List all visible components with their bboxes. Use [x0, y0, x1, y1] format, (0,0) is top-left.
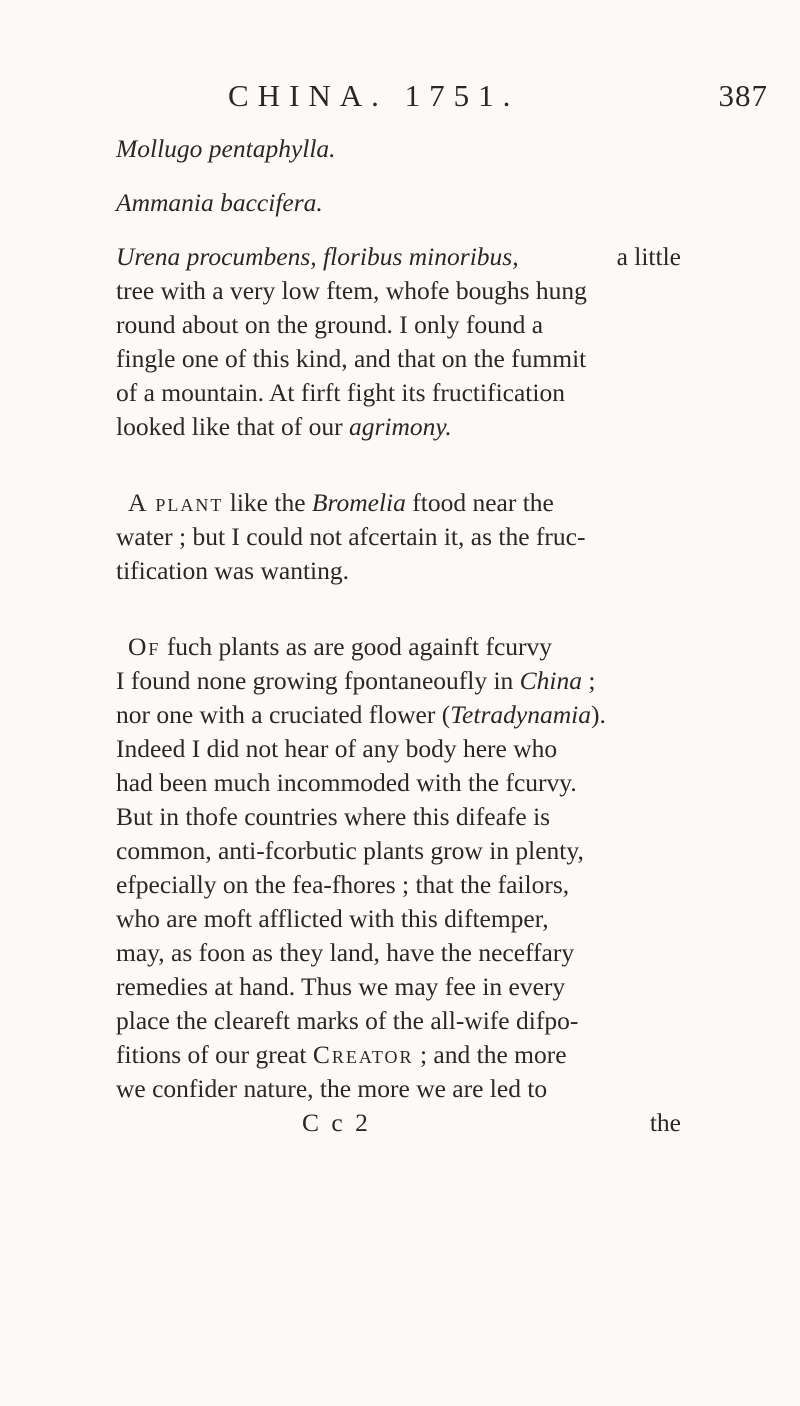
- text-line: Indeed I did not hear of any body here who: [116, 734, 558, 763]
- page-footer: [116, 1106, 681, 1140]
- text-line: tree with a very low ftem, whofe boughs hung: [116, 276, 587, 305]
- text-fragment: ;: [588, 666, 596, 695]
- page-header: [228, 78, 798, 118]
- paragraph-lead: A plant: [128, 488, 224, 517]
- signature-mark: C c 2: [302, 1108, 371, 1137]
- paragraph-lead: Of: [128, 632, 161, 661]
- text-fragment: looked like that of our: [116, 412, 343, 441]
- small-caps-term: Creator: [312, 1040, 414, 1069]
- species-mollugo: Mollugo pentaphylla.: [116, 134, 336, 163]
- paragraph-scurvy: [116, 630, 681, 1106]
- species-urena: Urena procumbens, floribus minoribus,: [116, 242, 519, 271]
- text-line: fingle one of this kind, and that on the fummit: [116, 344, 587, 373]
- text-fragment: ftood near the: [412, 488, 554, 517]
- page-number: 387: [718, 78, 768, 113]
- text-line: round about on the ground. I only found a: [116, 310, 544, 339]
- text-line: we confider nature, the more we are led to: [116, 1074, 548, 1103]
- text-line: remedies at hand. Thus we may fee in every: [116, 972, 566, 1001]
- italic-term: China: [519, 666, 583, 695]
- text-fragment: fitions of our great: [116, 1040, 307, 1069]
- text-line: common, anti-fcorbutic plants grow in plenty,: [116, 836, 584, 865]
- text-line: But in thofe countries where this difeafe is: [116, 802, 551, 831]
- text-line: water ; but I could not afcertain it, as the fruc-: [116, 522, 586, 551]
- italic-term: agrimony.: [349, 412, 452, 441]
- text-line: of a mountain. At firft fight its fructification: [116, 378, 565, 407]
- running-head: CHINA. 1751.: [228, 78, 520, 113]
- text-line: efpecially on the fea-fhores ; that the failors,: [116, 870, 570, 899]
- text-fragment: ).: [590, 700, 606, 729]
- text-fragment: fuch plants as are good againft fcurvy: [166, 632, 553, 661]
- text-fragment: like the: [229, 488, 306, 517]
- species-ammania: Ammania baccifera.: [116, 188, 323, 217]
- paragraph-urena: [116, 240, 681, 444]
- text-fragment: nor one with a cruciated flower (: [116, 700, 451, 729]
- text-line: tification was wanting.: [116, 556, 349, 585]
- page-body: [116, 132, 681, 1140]
- text-line: place the cleareft marks of the all-wife difpo-: [116, 1006, 579, 1035]
- italic-term: Tetradynamia: [450, 700, 591, 729]
- text-line: may, as foon as they land, have the neceffary: [116, 938, 575, 967]
- text-line: had been much incommoded with the fcurvy.: [116, 768, 577, 797]
- catchword: the: [649, 1108, 681, 1137]
- italic-term: Bromelia: [311, 488, 406, 517]
- paragraph-bromelia: [116, 486, 681, 520]
- text-fragment: ; and the more: [419, 1040, 567, 1069]
- text-line: a little: [616, 242, 681, 271]
- text-line: who are moft afflicted with this diftemper,: [116, 904, 549, 933]
- text-fragment: I found none growing fpontaneoufly in: [116, 666, 514, 695]
